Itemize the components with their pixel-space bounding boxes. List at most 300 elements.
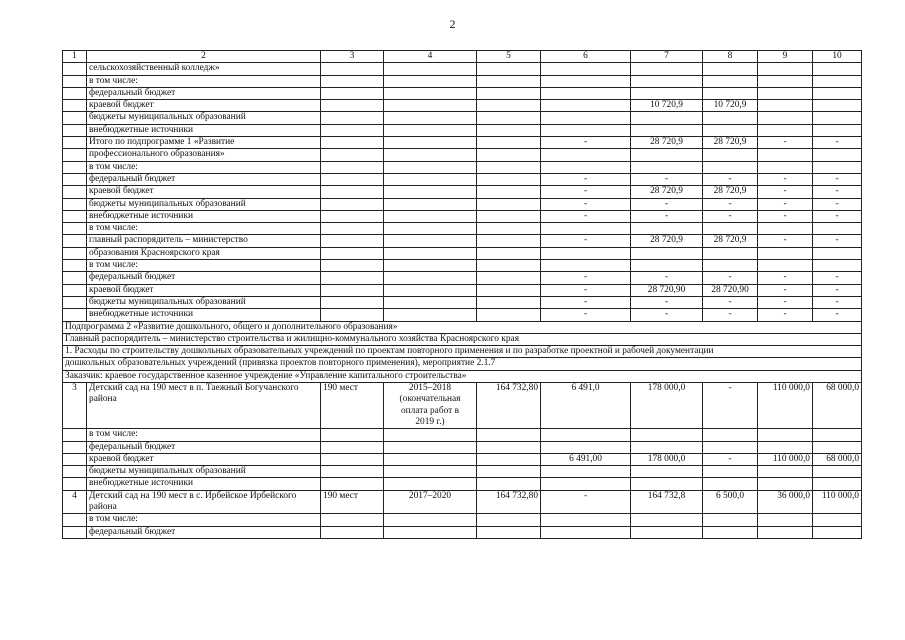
table-cell: - [541,137,631,149]
table-cell [758,466,813,478]
table-cell [384,284,477,296]
table-cell [631,149,703,161]
table-cell [63,247,87,259]
table-cell: бюджеты муниципальных образований [87,296,321,308]
table-cell: Детский сад на 190 мест в с. Ирбейское Ирбейского района [87,490,321,514]
table-cell [703,260,758,272]
table-cell [758,63,813,75]
table-cell [63,478,87,490]
table-cell: - [703,309,758,321]
table-cell [758,441,813,453]
table-cell [384,441,477,453]
table-row [63,321,862,333]
table-cell [384,296,477,308]
table-cell [758,149,813,161]
table-cell [813,429,862,441]
table-cell [63,296,87,308]
table-cell [384,490,477,514]
table-cell [631,441,703,453]
table-cell [541,75,631,87]
table-cell: в том числе: [87,161,321,173]
table-cell: 6 491,0 [541,383,631,429]
table-cell [63,161,87,173]
table-cell: - [758,186,813,198]
table-cell: внебюджетные источники [87,210,321,222]
table-cell [384,149,477,161]
table-cell [321,453,384,465]
table-cell: 28 720,90 [631,284,703,296]
table-row [63,124,862,136]
table-row [63,429,862,441]
table-cell [631,260,703,272]
table-cell [631,223,703,235]
table-cell [63,149,87,161]
table-cell [384,247,477,259]
table-row [63,526,862,538]
table-cell: - [703,198,758,210]
table-cell [384,124,477,136]
table-cell: - [541,198,631,210]
table-cell: внебюджетные источники [87,309,321,321]
table-cell [384,210,477,222]
table-cell: в том числе: [87,223,321,235]
table-cell [703,478,758,490]
table-cell [321,526,384,538]
table-cell: - [813,210,862,222]
table-row [63,441,862,453]
table-cell [541,161,631,173]
table-cell [703,441,758,453]
table-cell: 68 000,0 [813,453,862,465]
table-row [63,272,862,284]
table-cell [477,296,541,308]
table-cell [631,514,703,526]
table-cell [321,235,384,247]
table-row [63,137,862,149]
table-cell [477,247,541,259]
table-cell [63,453,87,465]
table-cell [321,247,384,259]
table-cell [477,198,541,210]
table-cell [321,272,384,284]
table-row [63,51,862,63]
table-cell: краевой бюджет [87,284,321,296]
table-cell [541,223,631,235]
table-cell: - [541,284,631,296]
table-cell [477,149,541,161]
table-cell [477,75,541,87]
table-cell [384,453,477,465]
table-cell: 9 [758,51,813,63]
table-cell: краевой бюджет [87,453,321,465]
table-cell [321,441,384,453]
table-row [63,87,862,99]
table-cell: - [703,383,758,429]
table-cell [703,63,758,75]
table-cell [703,124,758,136]
table-cell [631,112,703,124]
table-cell [384,223,477,235]
table-cell: 28 720,9 [703,186,758,198]
table-cell: 178 000,0 [631,453,703,465]
table-cell: 164 732,80 [477,383,541,429]
table-cell [477,260,541,272]
table-cell [63,186,87,198]
table-cell [703,526,758,538]
table-cell [758,87,813,99]
table-cell: - [541,309,631,321]
table-cell [321,478,384,490]
table-cell: - [758,173,813,185]
table-cell [63,526,87,538]
table-cell [321,429,384,441]
table-cell [321,260,384,272]
table-cell [477,514,541,526]
table-cell [384,466,477,478]
table-cell: - [813,198,862,210]
table-cell [477,478,541,490]
table-cell [541,149,631,161]
table-cell [703,429,758,441]
table-row [63,514,862,526]
table-cell [384,526,477,538]
table-row [63,186,862,198]
table-cell [631,87,703,99]
table-cell [813,87,862,99]
table-cell [703,223,758,235]
table-cell [813,466,862,478]
table-cell [758,75,813,87]
table-cell: - [813,296,862,308]
table-cell [631,75,703,87]
table-cell: внебюджетные источники [87,478,321,490]
table-cell [703,161,758,173]
table-row [63,383,862,429]
table-row [63,247,862,259]
table-cell [384,100,477,112]
table-cell: Главный распорядитель – министерство строительства и жилищно-коммунального хозяйства Красноярского края [63,333,862,345]
table-cell: - [703,173,758,185]
table-row [63,453,862,465]
table-cell [813,100,862,112]
table-cell [321,223,384,235]
table-cell: 110 000,0 [758,383,813,429]
table-cell [813,161,862,173]
table-cell [384,514,477,526]
table-cell [541,124,631,136]
table-cell [384,309,477,321]
table-cell: - [631,309,703,321]
table-cell [321,514,384,526]
table-cell [703,514,758,526]
table-cell [321,309,384,321]
table-cell: бюджеты муниципальных образований [87,198,321,210]
table-cell [631,526,703,538]
table-cell: 6 491,00 [541,453,631,465]
table-cell [631,478,703,490]
table-cell: - [758,137,813,149]
table-cell: - [541,490,631,514]
table-cell: в том числе: [87,514,321,526]
table-cell: 110 000,0 [813,490,862,514]
table-cell [477,284,541,296]
table-cell: главный распорядитель – министерство [87,235,321,247]
table-cell [541,526,631,538]
table-cell [321,87,384,99]
table-cell [63,173,87,185]
table-cell [813,260,862,272]
table-cell: - [703,453,758,465]
table-cell [477,173,541,185]
period-note: (окончательная оплата работ в 2019 г.) [399,394,461,427]
table-body [63,51,862,539]
table-row [63,235,862,247]
table-cell [384,429,477,441]
table-cell [63,441,87,453]
table-cell: - [813,173,862,185]
table-cell [321,137,384,149]
table-cell: 7 [631,51,703,63]
table-cell [758,526,813,538]
table-cell [321,186,384,198]
table-cell: дошкольных образовательных учреждений (привязка проектов повторного применения), мероприятие 2.1.7 [63,358,862,370]
table-cell: - [631,198,703,210]
table-cell [631,124,703,136]
table-cell: федеральный бюджет [87,526,321,538]
table-cell [384,186,477,198]
table-cell [758,161,813,173]
table-cell: - [758,296,813,308]
table-cell [541,112,631,124]
table-cell [321,210,384,222]
table-row [63,149,862,161]
table-cell [703,112,758,124]
table-cell: - [541,296,631,308]
table-row [63,173,862,185]
table-cell [384,478,477,490]
table-cell: Детский сад на 190 мест в п. Таежный Богучанского района [87,383,321,429]
table-cell [384,75,477,87]
table-row [63,490,862,514]
table-cell [813,223,862,235]
table-cell: - [813,137,862,149]
table-cell [321,149,384,161]
table-cell [63,223,87,235]
page-number: 2 [449,17,456,31]
table-cell [321,198,384,210]
table-cell: - [813,272,862,284]
table-cell [63,514,87,526]
table-cell [63,87,87,99]
table-cell [541,87,631,99]
table-cell [63,429,87,441]
table-cell: - [541,235,631,247]
table-row [63,198,862,210]
table-cell [63,137,87,149]
table-cell: 6 500,0 [703,490,758,514]
table-cell: образования Красноярского края [87,247,321,259]
table-cell [477,466,541,478]
table-cell [541,260,631,272]
table-cell: - [541,186,631,198]
table-cell [758,429,813,441]
table-row [63,346,862,358]
table-cell [477,63,541,75]
table-row [63,296,862,308]
table-cell [631,161,703,173]
table-cell [321,100,384,112]
table-cell [384,63,477,75]
table-cell [477,124,541,136]
table-cell: 28 720,9 [631,235,703,247]
table-cell [477,161,541,173]
table-row [63,210,862,222]
table-cell [813,478,862,490]
table-cell [541,63,631,75]
table-cell: 36 000,0 [758,490,813,514]
table-cell [813,526,862,538]
table-cell [384,260,477,272]
table-cell [758,100,813,112]
table-cell [541,247,631,259]
table-cell [703,75,758,87]
table-cell [813,63,862,75]
table-cell [63,112,87,124]
table-cell: - [703,296,758,308]
table-cell: - [813,284,862,296]
table-cell [63,75,87,87]
table-cell: 3 [321,51,384,63]
table-row [63,75,862,87]
table-cell: - [703,272,758,284]
table-cell [813,247,862,259]
table-cell [703,149,758,161]
table-cell [63,210,87,222]
table-cell [813,441,862,453]
table-row [63,284,862,296]
table-cell [321,124,384,136]
table-cell: 1 [63,51,87,63]
table-cell: - [631,272,703,284]
table-cell: краевой бюджет [87,186,321,198]
table-cell: - [758,198,813,210]
table-cell: 164 732,8 [631,490,703,514]
table-row [63,358,862,370]
table-cell: 6 [541,51,631,63]
table-cell [321,75,384,87]
table-cell: 110 000,0 [758,453,813,465]
table-cell: - [541,210,631,222]
table-cell [703,87,758,99]
table-row [63,260,862,272]
table-cell: федеральный бюджет [87,173,321,185]
table-cell: 4 [384,51,477,63]
table-cell [384,112,477,124]
table-cell [477,526,541,538]
table-cell [63,284,87,296]
table-cell [477,87,541,99]
table-cell [541,429,631,441]
table-cell: - [813,186,862,198]
table-cell [477,100,541,112]
table-cell [477,441,541,453]
table-cell: - [541,173,631,185]
table-cell [384,137,477,149]
table-row [63,309,862,321]
table-cell: - [758,210,813,222]
table-cell: 28 720,9 [703,137,758,149]
table-cell [703,247,758,259]
table-cell [758,112,813,124]
table-cell: - [541,272,631,284]
period-value: 2015–2018 [408,383,452,394]
table-cell: 10 720,9 [703,100,758,112]
table-cell [63,309,87,321]
table-cell [758,514,813,526]
table-row [63,161,862,173]
table-row [63,478,862,490]
table-cell [813,149,862,161]
table-cell [321,466,384,478]
table-row [63,63,862,75]
table-cell [813,112,862,124]
table-cell: в том числе: [87,260,321,272]
table-row [63,223,862,235]
table-cell [384,272,477,284]
table-cell: Итого по подпрограмме 1 «Развитие [87,137,321,149]
table-cell: 28 720,90 [703,284,758,296]
table-cell: Заказчик: краевое государственное казенное учреждение «Управление капитального строительства» [63,370,862,382]
table-cell: федеральный бюджет [87,272,321,284]
table-cell [384,198,477,210]
table-cell: бюджеты муниципальных образований [87,112,321,124]
table-cell: - [631,173,703,185]
table-cell: 164 732,80 [477,490,541,514]
table-cell [63,198,87,210]
table-cell: - [758,235,813,247]
table-cell [477,429,541,441]
table-row [63,100,862,112]
table-cell: 1. Расходы по строительству дошкольных образовательных учреждений по проектам повторного применения и по разработке проектной и рабочей документации [63,346,862,358]
table-cell [541,466,631,478]
table-cell: - [703,210,758,222]
table-cell: федеральный бюджет [87,441,321,453]
table-cell [477,453,541,465]
table-cell [384,87,477,99]
budget-table [62,50,862,539]
table-cell: профессионального образования» [87,149,321,161]
table-cell: - [758,284,813,296]
table-cell [541,478,631,490]
table-cell [321,284,384,296]
table-cell: бюджеты муниципальных образований [87,466,321,478]
table-cell: краевой бюджет [87,100,321,112]
table-cell [63,272,87,284]
table-cell: в том числе: [87,429,321,441]
table-row [63,333,862,345]
table-row [63,370,862,382]
table-cell [477,112,541,124]
table-cell: 10 [813,51,862,63]
table-cell: 10 720,9 [631,100,703,112]
table-cell [63,235,87,247]
period-value: 2017–2020 [408,490,452,501]
table-cell [813,124,862,136]
table-cell [631,63,703,75]
table-cell: - [631,210,703,222]
table-cell: 28 720,9 [631,186,703,198]
table-cell [477,210,541,222]
